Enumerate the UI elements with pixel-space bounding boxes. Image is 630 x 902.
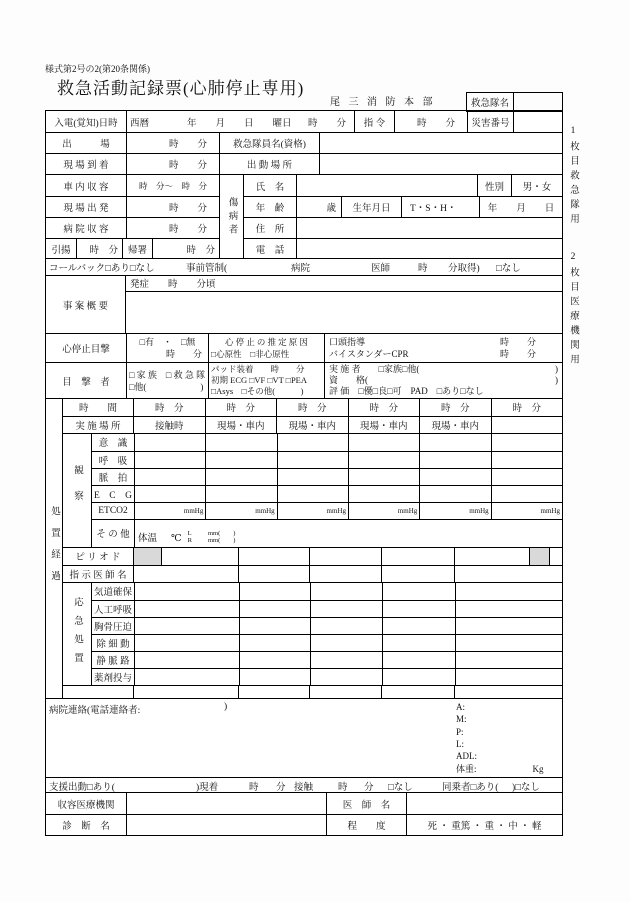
patient-address-row — [244, 217, 562, 238]
passenger-none: )□なし — [512, 782, 540, 793]
cell — [310, 652, 382, 668]
precontrol-minute: 分取得) — [448, 264, 480, 275]
crew-value — [319, 133, 562, 153]
adl-label: ADL: — [456, 751, 477, 762]
cell — [239, 635, 310, 651]
first-aid-group — [63, 582, 562, 685]
name-label: 氏 名 — [255, 182, 285, 193]
support-contact-minute: 分 — [364, 782, 374, 793]
cell — [419, 434, 490, 451]
arrival-label: 現 場 到 着 — [63, 161, 109, 172]
bystander-cpr-time: 時 分 — [499, 349, 536, 360]
diagnosis-row — [46, 814, 562, 835]
departure-row — [46, 132, 562, 153]
cell — [455, 618, 562, 634]
pupil-left-mm: mm( ) — [208, 529, 236, 537]
cell — [309, 566, 381, 582]
support-none: □なし — [388, 782, 413, 793]
witness-option-family: □ 家 族 □ 救 急 隊 — [129, 369, 206, 380]
form-header — [45, 62, 563, 112]
treatment-course-vertical-label: 処置経過 — [46, 399, 63, 699]
severity-label: 程 度 — [326, 815, 406, 835]
receiving-hospital-value — [126, 793, 326, 814]
ecg-row — [92, 485, 562, 502]
ampl-a: A: — [456, 702, 465, 713]
receiving-hospital-label: 収容医療機関 — [57, 800, 115, 811]
artificial-respiration-row — [92, 600, 562, 617]
cell — [134, 601, 239, 617]
page-title: 救急活動記録票(心肺停止専用) — [57, 79, 305, 98]
obs-place-col1: 接触時 — [133, 417, 205, 433]
temp-left-label: L — [187, 529, 192, 537]
cell — [455, 583, 562, 600]
witness-row — [46, 362, 562, 398]
obs-time-col4: 時 分 — [348, 399, 420, 416]
cell — [239, 669, 310, 685]
return-row — [46, 238, 219, 259]
cell — [134, 583, 239, 600]
fire-department-name: 尾 三 消 防 本 部 — [330, 97, 436, 108]
cell — [310, 601, 382, 617]
cell — [419, 469, 490, 485]
cell — [133, 566, 238, 582]
receiving-hospital-row — [46, 793, 562, 814]
body-temp-label: 体温 — [138, 533, 158, 544]
patient-vertical-label: 傷病者 — [219, 175, 244, 258]
etco2-unit: mmHg — [491, 503, 562, 519]
cell — [134, 452, 205, 468]
cell — [455, 601, 562, 617]
cell — [382, 583, 455, 600]
departure-label: 出 場 — [62, 140, 110, 151]
weight-label: 体重: — [456, 763, 477, 774]
dispatch-section — [45, 110, 563, 276]
name-value — [296, 175, 477, 196]
respiration-row — [92, 451, 562, 468]
observation-vertical-label: 観察 — [72, 464, 82, 516]
obs-time-col6: 時 分 — [491, 399, 563, 416]
address-label: 住 所 — [255, 224, 285, 235]
cell — [134, 469, 205, 485]
obs-time-col3: 時 分 — [276, 399, 348, 416]
cell — [382, 652, 455, 668]
cell — [454, 686, 562, 699]
consciousness-row — [92, 434, 562, 451]
directing-doctor-label: 指 示 医 師 名 — [69, 570, 127, 581]
obs-place-col4: 現場・車内 — [348, 417, 420, 433]
support-dispatch-row — [46, 777, 562, 793]
witness-option-other: □他( ) — [129, 381, 204, 392]
cell — [277, 434, 348, 451]
precontrol-label: 事前管制( — [186, 264, 228, 275]
patient-name-row — [244, 175, 562, 196]
chest-compression-row — [92, 617, 562, 634]
withdraw-label: 引揚 — [51, 245, 71, 256]
hospital-arrive-label: 病 院 収 容 — [63, 224, 109, 235]
arrest-witness-label: 心停止目撃 — [62, 345, 110, 356]
directing-doctor-row — [63, 565, 562, 582]
cell — [454, 566, 562, 582]
hospital-contact-close: ) — [224, 702, 228, 713]
cell — [134, 618, 239, 634]
precontrol-hour: 時 — [418, 264, 428, 275]
oral-guidance-time: 時 分 — [499, 337, 536, 348]
period-cell — [309, 548, 381, 565]
precontrol-none: □なし — [496, 264, 521, 275]
qualification-close: ) — [555, 375, 558, 386]
iv-route-label: 静 脈 路 — [96, 656, 130, 667]
defibrillation-label: 除 細 動 — [96, 639, 130, 650]
period-shaded-cell — [529, 548, 549, 565]
cell — [239, 618, 310, 634]
cell — [382, 601, 455, 617]
doctor-name-label: 医 師 名 — [326, 793, 406, 814]
withdraw-time: 時 分 — [76, 239, 122, 259]
pad-attach-time: パッド装着 時 分 — [211, 364, 305, 375]
iv-route-row — [92, 651, 562, 668]
cell — [419, 452, 490, 468]
call-datetime-cell — [126, 111, 354, 132]
ems-activity-record-form — [45, 62, 563, 836]
cell — [382, 635, 455, 651]
cell — [134, 434, 205, 451]
cell — [491, 486, 562, 502]
pulse-label: 脈 拍 — [98, 473, 128, 484]
pulse-row — [92, 468, 562, 485]
cell — [277, 486, 348, 502]
cell — [419, 486, 490, 502]
etco2-unit: mmHg — [205, 503, 276, 519]
squad-name-label: 救急隊名 — [467, 93, 514, 111]
obs-time-col2: 時 分 — [205, 399, 277, 416]
severity-options: 死 ・ 重篤 ・ 重 ・ 中 ・ 軽 — [406, 815, 562, 835]
diagnosis-value — [126, 815, 326, 835]
dispatch-place-label: 出 動 場 所 — [219, 154, 319, 174]
temp-right-label: R — [187, 536, 192, 544]
disaster-number-value — [513, 111, 562, 132]
callback-options: コールバック□あり□なし — [49, 264, 155, 275]
respiration-label: 呼 吸 — [98, 456, 128, 467]
pupil-right-mm: mm( ) — [208, 536, 236, 544]
arrest-witness-row — [46, 334, 562, 362]
other-row — [92, 519, 562, 547]
obs-time-label: 時 間 — [78, 404, 117, 415]
onset-time-line: 発症 時 分頃 — [126, 276, 562, 292]
incar-label: 車 内 収 容 — [63, 182, 109, 193]
cell — [310, 669, 382, 685]
cell — [455, 635, 562, 651]
hospital-contact-label: 病院連絡(電話連絡者: — [49, 706, 141, 717]
period-row — [63, 547, 562, 565]
sex-value: 男・女 — [511, 175, 562, 196]
cell — [348, 486, 419, 502]
cell — [455, 652, 562, 668]
precontrol-hospital: 病院 — [291, 264, 311, 275]
cell — [381, 686, 454, 699]
cell — [239, 652, 310, 668]
cell — [63, 686, 133, 699]
defibrillation-row — [92, 634, 562, 651]
command-time: 時 分 — [394, 111, 467, 132]
hospital-contact-section — [45, 698, 563, 794]
cell — [205, 486, 276, 502]
drug-administration-row — [92, 668, 562, 685]
call-time: 時 分 — [307, 118, 346, 129]
cell — [277, 452, 348, 468]
scene-leave-time: 時 分 — [126, 197, 219, 217]
initial-ecg-options2: □Asys □その他( ) — [211, 386, 304, 397]
support-onscene-label: )現着 — [196, 782, 219, 793]
cell — [310, 618, 382, 634]
celsius-symbol: ℃ — [171, 533, 182, 544]
return-station-label: 帰署 — [122, 239, 152, 259]
cell — [205, 434, 276, 451]
arrival-row — [46, 153, 562, 174]
arrest-witness-options: □有 ・ □無 — [139, 337, 196, 348]
cell — [238, 686, 309, 699]
precontrol-doctor: 医師 — [371, 264, 391, 275]
cell — [381, 566, 454, 582]
drug-administration-label: 薬剤投与 — [93, 673, 132, 684]
evaluation-options: 評 価 □優□良□可 PAD □あり□なし — [329, 386, 484, 397]
arrival-time: 時 分 — [126, 154, 219, 174]
consciousness-label: 意 識 — [98, 439, 128, 450]
receiving-hospital-section — [45, 792, 563, 836]
support-onscene-minute: 分 — [276, 782, 286, 793]
etco2-unit: mmHg — [348, 503, 419, 519]
cell — [134, 635, 239, 651]
cell — [491, 469, 562, 485]
cell — [348, 469, 419, 485]
observation-group — [63, 433, 562, 547]
cell — [205, 469, 276, 485]
cell — [134, 652, 239, 668]
airway-label: 気道確保 — [93, 588, 132, 599]
patient-age-row — [244, 196, 562, 217]
incident-summary-section — [45, 275, 563, 335]
age-unit: 歳 — [296, 197, 341, 217]
departure-time: 時 分 — [126, 133, 219, 153]
initial-ecg-options: 初期 ECG □VF □VT □PEA — [211, 375, 308, 386]
cell — [134, 486, 205, 502]
disaster-number-label: 災害番号 — [467, 111, 513, 132]
obs-time-row — [63, 399, 562, 416]
obs-time-col5: 時 分 — [419, 399, 491, 416]
form-number: 様式第2号の2(第20条関係) — [45, 64, 150, 74]
dispatch-place-value — [319, 154, 562, 174]
witness-label: 目 撃 者 — [62, 377, 110, 388]
arrest-witness-time: 時 分 — [165, 349, 202, 360]
etco2-label: ETCO2 — [98, 505, 128, 516]
support-contact-label: 接触 — [294, 782, 314, 793]
era-cell: T・S・H・ — [401, 197, 479, 217]
call-row — [46, 111, 562, 132]
obs-place-col5: 現場・車内 — [419, 417, 491, 433]
margin-note-sheet1: 1枚目救急隊用 — [568, 126, 578, 228]
support-contact-hour: 時 — [338, 782, 348, 793]
squad-name-box — [466, 92, 563, 112]
call-date: 西暦 年 月 日 曜日 — [130, 118, 292, 129]
arrest-section — [45, 333, 563, 399]
spare-row — [63, 685, 562, 699]
cell — [238, 566, 309, 582]
squad-name-value — [514, 93, 562, 111]
qualification-label: 資 格( — [329, 375, 368, 386]
cell — [491, 434, 562, 451]
observation-section — [45, 398, 563, 700]
obs-place-col2: 現場・車内 — [205, 417, 277, 433]
cell — [239, 583, 310, 600]
chest-compression-label: 胸骨圧迫 — [93, 622, 132, 633]
dob-ymd: 年 月 日 — [479, 197, 562, 217]
hospital-contact-box — [46, 699, 562, 777]
patient-phone-row — [244, 238, 562, 259]
arrest-cause-options: □心原性 □非心原性 — [211, 349, 290, 360]
margin-note-sheet2: 2枚目医療機関用 — [568, 252, 578, 369]
obs-place-row — [63, 416, 562, 433]
cell — [382, 618, 455, 634]
period-cell — [549, 548, 562, 565]
period-cell — [238, 548, 309, 565]
hospital-arrive-row — [46, 217, 219, 238]
airway-row — [92, 583, 562, 600]
doctor-name-value — [406, 793, 562, 814]
oral-guidance-label: 口頭指導 — [329, 337, 366, 348]
address-value — [296, 218, 562, 238]
dob-label: 生年月日 — [341, 197, 401, 217]
obs-place-col6 — [491, 417, 563, 433]
cell — [239, 601, 310, 617]
cell — [134, 669, 239, 685]
bystander-cpr-label: バイスタンダーCPR — [329, 349, 409, 360]
obs-place-label: 実 施 場 所 — [75, 421, 121, 432]
support-onscene-hour: 時 — [249, 782, 259, 793]
cell — [277, 469, 348, 485]
phone-value — [296, 239, 562, 259]
etco2-unit: mmHg — [277, 503, 348, 519]
etco2-unit: mmHg — [134, 503, 205, 519]
call-label: 入電(覚知)日時 — [54, 118, 118, 129]
cell — [205, 452, 276, 468]
scene-leave-label: 現 場 出 発 — [63, 204, 109, 215]
weight-unit: Kg — [532, 763, 544, 774]
cell — [455, 669, 562, 685]
callback-row — [46, 258, 562, 275]
etco2-unit: mmHg — [419, 503, 490, 519]
crew-label: 救急隊員名(資格) — [219, 133, 319, 153]
age-label: 年 齢 — [255, 204, 285, 215]
obs-time-col1: 時 分 — [133, 399, 205, 416]
patient-block — [46, 174, 562, 258]
period-shaded-cell — [133, 548, 161, 565]
command-label: 指 令 — [354, 111, 394, 132]
support-dispatch-options: 支援出動□あり( — [49, 782, 115, 793]
performer-close: ) — [555, 364, 558, 375]
sex-label: 性別 — [477, 175, 511, 196]
first-aid-vertical-label: 応急処置 — [72, 596, 82, 671]
performer-options: 実 施 者 □家族□他( — [329, 364, 420, 375]
ampl-m: M: — [456, 714, 467, 725]
ampl-p: P: — [456, 726, 464, 737]
return-station-time: 時 分 — [152, 239, 219, 259]
period-label: ピ リ オ ド — [75, 553, 121, 564]
scene-leave-row — [46, 196, 219, 217]
obs-place-col3: 現場・車内 — [276, 417, 348, 433]
period-cell — [161, 548, 238, 565]
period-cell — [381, 548, 454, 565]
cell — [348, 434, 419, 451]
other-label: そ の 他 — [96, 530, 130, 541]
cell — [491, 452, 562, 468]
cell — [310, 635, 382, 651]
cell — [133, 686, 238, 699]
ecg-label: E C G — [93, 490, 132, 501]
cell — [310, 583, 382, 600]
phone-label: 電 話 — [255, 245, 285, 256]
arrest-cause-title: 心 停 止 の 推 定 原 因 — [225, 337, 308, 348]
hospital-arrive-time: 時 分 — [126, 218, 219, 238]
incar-row — [46, 175, 219, 196]
cell — [309, 686, 381, 699]
cell — [348, 452, 419, 468]
artificial-respiration-label: 人工呼吸 — [93, 605, 132, 616]
diagnosis-label: 診 断 名 — [62, 822, 110, 833]
period-cell — [454, 548, 529, 565]
ampl-l: L: — [456, 738, 464, 749]
etco2-row — [92, 502, 562, 519]
incar-time: 時 分～ 時 分 — [126, 175, 219, 196]
passenger-options: 同乗者□あり( — [442, 782, 499, 793]
cell — [382, 669, 455, 685]
incident-summary-label: 事 案 概 要 — [46, 276, 126, 334]
